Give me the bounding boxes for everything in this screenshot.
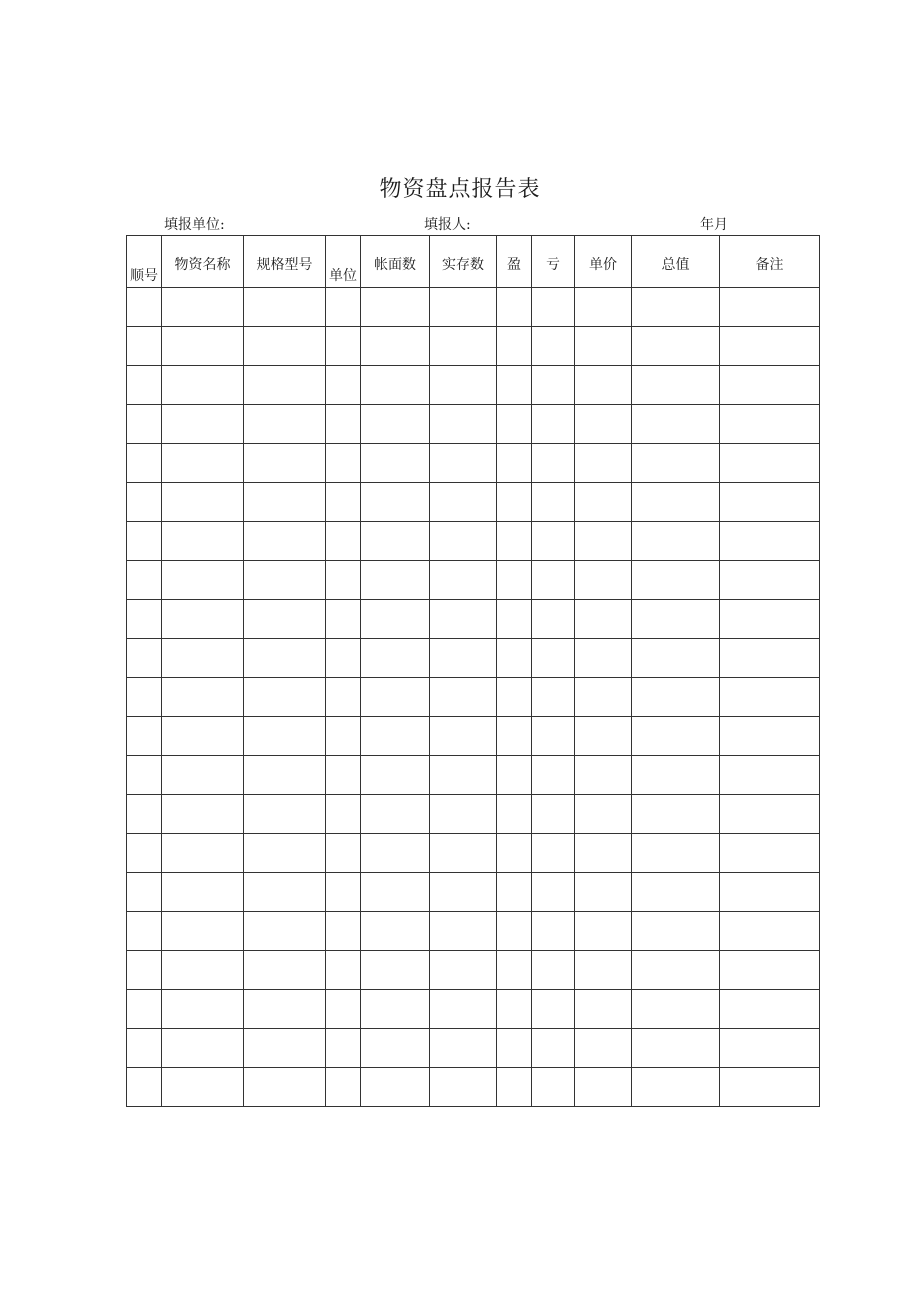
table-cell[interactable]: [632, 678, 720, 717]
table-cell[interactable]: [632, 717, 720, 756]
table-cell[interactable]: [162, 912, 244, 951]
table-row: [127, 366, 820, 405]
table-cell[interactable]: [720, 639, 820, 678]
table-body: [127, 288, 820, 1107]
table-cell[interactable]: [430, 444, 497, 483]
table-cell[interactable]: [326, 756, 361, 795]
table-cell[interactable]: [127, 366, 162, 405]
table-cell[interactable]: [326, 366, 361, 405]
table-cell[interactable]: [127, 639, 162, 678]
table-cell[interactable]: [361, 405, 430, 444]
table-cell[interactable]: [575, 483, 632, 522]
table-row: [127, 795, 820, 834]
table-cell[interactable]: [575, 405, 632, 444]
table-cell[interactable]: [532, 483, 575, 522]
table-cell[interactable]: [532, 1029, 575, 1068]
col-header-remarks: 备注: [720, 236, 820, 288]
table-cell[interactable]: [361, 561, 430, 600]
col-header-unit: 单位: [326, 236, 361, 288]
table-cell[interactable]: [575, 639, 632, 678]
table-cell[interactable]: [127, 1068, 162, 1107]
date-label: 年月: [700, 217, 728, 233]
table-cell[interactable]: [127, 678, 162, 717]
table-cell[interactable]: [497, 522, 532, 561]
table-cell[interactable]: [162, 600, 244, 639]
table-cell[interactable]: [720, 756, 820, 795]
table-cell[interactable]: [326, 1068, 361, 1107]
table-cell[interactable]: [532, 600, 575, 639]
table-cell[interactable]: [720, 444, 820, 483]
col-header-actual-qty: 实存数: [430, 236, 497, 288]
table-row: [127, 678, 820, 717]
table-cell[interactable]: [162, 795, 244, 834]
table-cell[interactable]: [497, 366, 532, 405]
table-cell[interactable]: [326, 990, 361, 1029]
table-cell[interactable]: [127, 756, 162, 795]
table-row: [127, 288, 820, 327]
table-cell[interactable]: [244, 1068, 326, 1107]
table-cell[interactable]: [575, 951, 632, 990]
table-cell[interactable]: [497, 561, 532, 600]
table-cell[interactable]: [720, 483, 820, 522]
col-header-unit-price: 单价: [575, 236, 632, 288]
table-cell[interactable]: [162, 1029, 244, 1068]
table-cell[interactable]: [162, 990, 244, 1029]
table-cell[interactable]: [720, 522, 820, 561]
col-header-deficit: 亏: [532, 236, 575, 288]
table-cell[interactable]: [532, 951, 575, 990]
table-cell[interactable]: [497, 795, 532, 834]
table-cell[interactable]: [326, 717, 361, 756]
table-cell[interactable]: [162, 522, 244, 561]
table-row: [127, 873, 820, 912]
table-cell[interactable]: [632, 522, 720, 561]
table-cell[interactable]: [720, 600, 820, 639]
table-cell[interactable]: [244, 795, 326, 834]
table-cell[interactable]: [244, 1029, 326, 1068]
table-cell[interactable]: [162, 678, 244, 717]
table-cell[interactable]: [720, 834, 820, 873]
table-cell[interactable]: [244, 483, 326, 522]
table-cell[interactable]: [361, 444, 430, 483]
table-cell[interactable]: [632, 1029, 720, 1068]
table-cell[interactable]: [575, 717, 632, 756]
table-cell[interactable]: [497, 1029, 532, 1068]
table-cell[interactable]: [497, 483, 532, 522]
table-cell[interactable]: [532, 522, 575, 561]
table-cell[interactable]: [430, 327, 497, 366]
table-cell[interactable]: [430, 951, 497, 990]
table-cell[interactable]: [361, 717, 430, 756]
table-cell[interactable]: [430, 990, 497, 1029]
table-row: [127, 405, 820, 444]
table-cell[interactable]: [720, 717, 820, 756]
table-cell[interactable]: [497, 327, 532, 366]
table-cell[interactable]: [326, 951, 361, 990]
table-cell[interactable]: [575, 327, 632, 366]
table-cell[interactable]: [361, 483, 430, 522]
table-cell[interactable]: [632, 444, 720, 483]
table-cell[interactable]: [720, 1068, 820, 1107]
table-row: [127, 912, 820, 951]
table-cell[interactable]: [244, 717, 326, 756]
table-cell[interactable]: [244, 951, 326, 990]
table-cell[interactable]: [326, 600, 361, 639]
table-cell[interactable]: [127, 951, 162, 990]
table-cell[interactable]: [326, 639, 361, 678]
table-cell[interactable]: [497, 912, 532, 951]
table-cell[interactable]: [361, 873, 430, 912]
table-cell[interactable]: [430, 678, 497, 717]
table-cell[interactable]: [532, 639, 575, 678]
table-row: [127, 756, 820, 795]
table-cell[interactable]: [244, 873, 326, 912]
table-cell[interactable]: [430, 912, 497, 951]
table-row: [127, 561, 820, 600]
table-cell[interactable]: [632, 561, 720, 600]
inventory-table: [126, 235, 820, 1107]
table-cell[interactable]: [361, 951, 430, 990]
table-cell[interactable]: [632, 834, 720, 873]
table-cell[interactable]: [575, 756, 632, 795]
table-cell[interactable]: [632, 795, 720, 834]
table-cell[interactable]: [430, 561, 497, 600]
table-cell[interactable]: [720, 795, 820, 834]
table-cell[interactable]: [162, 327, 244, 366]
table-cell[interactable]: [532, 1068, 575, 1107]
table-cell[interactable]: [720, 951, 820, 990]
table-cell[interactable]: [430, 288, 497, 327]
table-cell[interactable]: [632, 639, 720, 678]
table-cell[interactable]: [244, 366, 326, 405]
table-cell[interactable]: [632, 405, 720, 444]
table-cell[interactable]: [575, 873, 632, 912]
table-cell[interactable]: [532, 327, 575, 366]
report-title: 物资盘点报告表: [379, 177, 541, 202]
table-row: [127, 1068, 820, 1107]
table-cell[interactable]: [497, 600, 532, 639]
table-row: [127, 717, 820, 756]
table-cell[interactable]: [244, 522, 326, 561]
table-cell[interactable]: [326, 483, 361, 522]
table-cell[interactable]: [575, 834, 632, 873]
table-cell[interactable]: [326, 561, 361, 600]
table-cell[interactable]: [430, 873, 497, 912]
table-cell[interactable]: [430, 639, 497, 678]
table-cell[interactable]: [162, 756, 244, 795]
table-cell[interactable]: [326, 1029, 361, 1068]
table-cell[interactable]: [720, 327, 820, 366]
table-row: [127, 327, 820, 366]
header-row: [127, 236, 820, 288]
table-row: [127, 522, 820, 561]
table-cell[interactable]: [244, 639, 326, 678]
table-cell[interactable]: [244, 912, 326, 951]
table-cell[interactable]: [244, 288, 326, 327]
table-row: [127, 483, 820, 522]
table-cell[interactable]: [632, 990, 720, 1029]
table-cell[interactable]: [632, 1068, 720, 1107]
table-cell[interactable]: [430, 1029, 497, 1068]
table-cell[interactable]: [326, 912, 361, 951]
table-cell[interactable]: [162, 483, 244, 522]
table-cell[interactable]: [162, 834, 244, 873]
table-row: [127, 639, 820, 678]
table-cell[interactable]: [361, 1029, 430, 1068]
table-cell[interactable]: [497, 717, 532, 756]
table-cell[interactable]: [127, 327, 162, 366]
table-cell[interactable]: [532, 288, 575, 327]
table-cell[interactable]: [575, 1068, 632, 1107]
table-cell[interactable]: [720, 288, 820, 327]
table-cell[interactable]: [632, 366, 720, 405]
table-cell[interactable]: [497, 990, 532, 1029]
table-cell[interactable]: [361, 600, 430, 639]
table-cell[interactable]: [162, 639, 244, 678]
table-cell[interactable]: [361, 795, 430, 834]
table-cell[interactable]: [244, 405, 326, 444]
fill-unit-label: 填报单位:: [164, 217, 225, 233]
table-cell[interactable]: [632, 756, 720, 795]
table-cell[interactable]: [497, 444, 532, 483]
table-cell[interactable]: [326, 834, 361, 873]
table-cell[interactable]: [575, 795, 632, 834]
table-cell[interactable]: [532, 405, 575, 444]
table-cell[interactable]: [575, 288, 632, 327]
table-cell[interactable]: [127, 483, 162, 522]
table-cell[interactable]: [532, 561, 575, 600]
table-cell[interactable]: [361, 1068, 430, 1107]
table-cell[interactable]: [575, 678, 632, 717]
table-cell[interactable]: [575, 444, 632, 483]
table-cell[interactable]: [575, 522, 632, 561]
table-cell[interactable]: [244, 444, 326, 483]
table-cell[interactable]: [430, 1068, 497, 1107]
table-row: [127, 444, 820, 483]
table-cell[interactable]: [497, 756, 532, 795]
table-cell[interactable]: [532, 678, 575, 717]
table-cell[interactable]: [162, 1068, 244, 1107]
table-cell[interactable]: [430, 405, 497, 444]
table-cell[interactable]: [127, 795, 162, 834]
table-cell[interactable]: [532, 990, 575, 1029]
table-cell[interactable]: [575, 912, 632, 951]
table-cell[interactable]: [430, 366, 497, 405]
table-cell[interactable]: [720, 366, 820, 405]
table-cell[interactable]: [430, 717, 497, 756]
table-cell[interactable]: [497, 639, 532, 678]
table-cell[interactable]: [361, 288, 430, 327]
table-cell[interactable]: [575, 990, 632, 1029]
table-cell[interactable]: [430, 834, 497, 873]
table-row: [127, 1029, 820, 1068]
table-cell[interactable]: [430, 756, 497, 795]
table-cell[interactable]: [532, 366, 575, 405]
table-cell[interactable]: [497, 1068, 532, 1107]
table-row: [127, 834, 820, 873]
table-cell[interactable]: [326, 444, 361, 483]
table-cell[interactable]: [497, 951, 532, 990]
table-cell[interactable]: [430, 483, 497, 522]
table-cell[interactable]: [244, 561, 326, 600]
table-cell[interactable]: [244, 990, 326, 1029]
table-cell[interactable]: [162, 561, 244, 600]
col-header-item-name: 物资名称: [162, 236, 244, 288]
table-row: [127, 951, 820, 990]
table-cell[interactable]: [361, 366, 430, 405]
table-cell[interactable]: [497, 873, 532, 912]
table-cell[interactable]: [720, 561, 820, 600]
table-cell[interactable]: [162, 405, 244, 444]
table-cell[interactable]: [162, 444, 244, 483]
table-cell[interactable]: [361, 327, 430, 366]
table-cell[interactable]: [632, 327, 720, 366]
table-cell[interactable]: [575, 366, 632, 405]
table-cell[interactable]: [361, 990, 430, 1029]
table-cell[interactable]: [632, 912, 720, 951]
table-cell[interactable]: [127, 873, 162, 912]
table-cell[interactable]: [720, 678, 820, 717]
col-header-spec-model: 规格型号: [244, 236, 326, 288]
table-cell[interactable]: [162, 873, 244, 912]
table-cell[interactable]: [632, 288, 720, 327]
table-cell[interactable]: [326, 327, 361, 366]
table-cell[interactable]: [127, 912, 162, 951]
table-cell[interactable]: [361, 522, 430, 561]
col-header-total-value: 总值: [632, 236, 720, 288]
table-cell[interactable]: [326, 522, 361, 561]
table-cell[interactable]: [127, 990, 162, 1029]
table-cell[interactable]: [326, 678, 361, 717]
table-cell[interactable]: [575, 1029, 632, 1068]
table-cell[interactable]: [127, 717, 162, 756]
table-cell[interactable]: [632, 600, 720, 639]
table-cell[interactable]: [162, 951, 244, 990]
table-cell[interactable]: [430, 600, 497, 639]
table-cell[interactable]: [720, 873, 820, 912]
table-cell[interactable]: [127, 1029, 162, 1068]
col-header-seq: 顺号: [127, 236, 162, 288]
col-header-book-qty: 帐面数: [361, 236, 430, 288]
table-cell[interactable]: [127, 600, 162, 639]
table-cell[interactable]: [326, 405, 361, 444]
table-cell[interactable]: [162, 288, 244, 327]
table-cell[interactable]: [244, 600, 326, 639]
table-cell[interactable]: [532, 795, 575, 834]
table-cell[interactable]: [497, 405, 532, 444]
table-cell[interactable]: [361, 834, 430, 873]
table-cell[interactable]: [532, 444, 575, 483]
table-cell[interactable]: [127, 834, 162, 873]
table-cell[interactable]: [575, 600, 632, 639]
table-cell[interactable]: [244, 834, 326, 873]
table-row: [127, 990, 820, 1029]
table-cell[interactable]: [361, 912, 430, 951]
table-cell[interactable]: [127, 444, 162, 483]
table-cell[interactable]: [720, 1029, 820, 1068]
table-cell[interactable]: [497, 288, 532, 327]
table-cell[interactable]: [720, 990, 820, 1029]
table-cell[interactable]: [361, 678, 430, 717]
table-cell[interactable]: [532, 834, 575, 873]
table-cell[interactable]: [632, 483, 720, 522]
table-cell[interactable]: [575, 561, 632, 600]
table-cell[interactable]: [361, 756, 430, 795]
table-cell[interactable]: [532, 717, 575, 756]
table-cell[interactable]: [497, 678, 532, 717]
table-cell[interactable]: [430, 522, 497, 561]
table-cell[interactable]: [127, 522, 162, 561]
table-row: [127, 600, 820, 639]
table-cell[interactable]: [162, 366, 244, 405]
table-cell[interactable]: [532, 756, 575, 795]
table-cell[interactable]: [532, 873, 575, 912]
table-cell[interactable]: [127, 561, 162, 600]
filler-label: 填报人:: [424, 217, 471, 233]
table-cell[interactable]: [720, 405, 820, 444]
table-cell[interactable]: [127, 288, 162, 327]
table-cell[interactable]: [244, 327, 326, 366]
table-cell[interactable]: [326, 873, 361, 912]
table-cell[interactable]: [430, 795, 497, 834]
table-cell[interactable]: [632, 873, 720, 912]
table-cell[interactable]: [162, 717, 244, 756]
table-cell[interactable]: [361, 639, 430, 678]
table-cell[interactable]: [127, 405, 162, 444]
table-cell[interactable]: [326, 288, 361, 327]
table-cell[interactable]: [720, 912, 820, 951]
table-cell[interactable]: [497, 834, 532, 873]
table-cell[interactable]: [532, 912, 575, 951]
table-cell[interactable]: [632, 951, 720, 990]
table-cell[interactable]: [326, 795, 361, 834]
table-cell[interactable]: [244, 678, 326, 717]
col-header-surplus: 盈: [497, 236, 532, 288]
table-cell[interactable]: [244, 756, 326, 795]
